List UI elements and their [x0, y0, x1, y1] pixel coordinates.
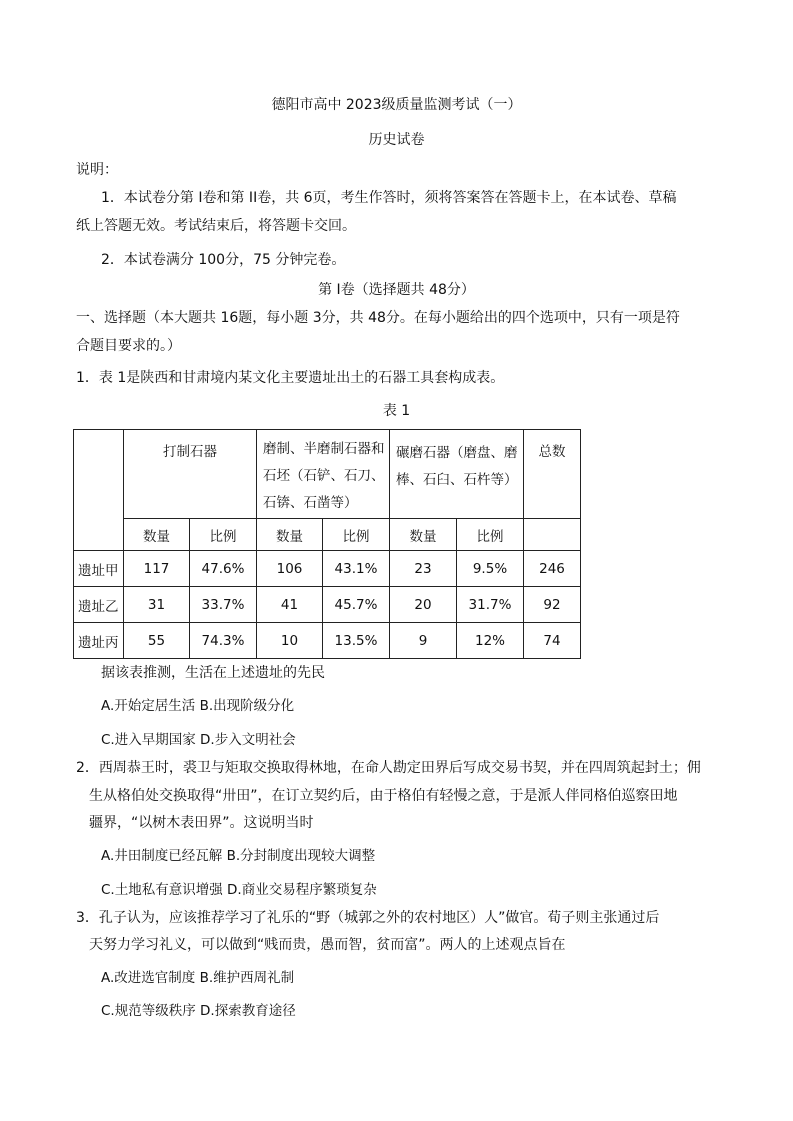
- table-corner-cell: [74, 430, 124, 551]
- table-cell: 13.5%: [323, 623, 390, 659]
- question-2-options-a-b: A.井田制度已经瓦解 B.分封制度出现较大调整: [101, 848, 376, 864]
- header-ground-stone-line-2: 石坯（石铲、石刀、: [263, 468, 385, 484]
- exam-subtitle: 历史试卷: [368, 132, 425, 148]
- table-cell: 23: [390, 551, 457, 587]
- sub-header-cell: 比例: [457, 519, 524, 551]
- table-group-header-row: [74, 430, 581, 519]
- table-cell: 33.7%: [190, 587, 257, 623]
- table-cell: 106: [257, 551, 323, 587]
- section-intro-line-1: 一、选择题（本大题共 16题，每小题 3分，共 48分。在每小题给出的四个选项中，只有一项是符: [76, 310, 680, 326]
- table-cell: 45.7%: [323, 587, 390, 623]
- question-1-options-c-d: C.进入早期国家 D.步入文明社会: [101, 732, 296, 748]
- sub-header-cell: 比例: [190, 519, 257, 551]
- table-row: [74, 623, 581, 659]
- question-3-line-2: 天努力学习礼义，可以做到“贱而贵，愚而智，贫而富”。两人的上述观点旨在: [89, 937, 566, 953]
- table-cell: 9: [390, 623, 457, 659]
- table-cell: 117: [124, 551, 190, 587]
- table-row: [74, 551, 581, 587]
- header-ground-stone: [257, 430, 390, 519]
- table-cell: 41: [257, 587, 323, 623]
- table-sub-header-row: [74, 519, 581, 551]
- table-cell: 9.5%: [457, 551, 524, 587]
- header-grinding-stone-line-1: 碾磨石器（磨盘、磨: [396, 445, 518, 461]
- table-cell: 92: [524, 587, 581, 623]
- table-row: [74, 587, 581, 623]
- exam-title: 德阳市高中 2023级质量监测考试（一）: [271, 97, 522, 113]
- header-total-text: 总数: [538, 444, 566, 460]
- table-cell: 43.1%: [323, 551, 390, 587]
- site-label: 遗址甲: [74, 551, 124, 587]
- question-2-line-2: 生从格伯处交换取得“卅田”，在订立契约后，由于格伯有轻慢之意，于是派人伴同格伯巡察田地: [89, 788, 678, 804]
- question-1-prompt: 据该表推测，生活在上述遗址的先民: [101, 665, 325, 681]
- header-chipped-stone-text: 打制石器: [163, 444, 217, 460]
- stone-tools-table: [73, 429, 581, 659]
- sub-header-cell: 数量: [390, 519, 457, 551]
- table-cell: 246: [524, 551, 581, 587]
- table-cell: 55: [124, 623, 190, 659]
- instruction-2: 2．本试卷满分 100分，75 分钟完卷。: [101, 252, 346, 268]
- table-cell: 47.6%: [190, 551, 257, 587]
- table-cell: 20: [390, 587, 457, 623]
- question-1-stem: 1．表 1是陕西和甘肃境内某文化主要遗址出土的石器工具套构成表。: [76, 370, 505, 386]
- question-2-line-1: 2．西周恭王时，裘卫与矩取交换取得林地，在命人勘定田界后写成交易书契，并在四周筑起封土；佣: [76, 760, 701, 776]
- header-grinding-stone: [390, 430, 524, 519]
- table-cell: 74: [524, 623, 581, 659]
- sub-header-empty-cell: [524, 519, 581, 551]
- question-2-options-c-d: C.土地私有意识增强 D.商业交易程序繁琐复杂: [101, 882, 377, 898]
- question-2-line-3: 疆界，“以树木表田界”。这说明当时: [89, 815, 314, 831]
- header-ground-stone-line-1: 磨制、半磨制石器和: [263, 441, 385, 457]
- header-ground-stone-line-3: 石锛、石凿等）: [263, 495, 358, 511]
- table-cell: 31.7%: [457, 587, 524, 623]
- table-cell: 31: [124, 587, 190, 623]
- instructions-label: 说明：: [76, 162, 118, 178]
- sub-header-cell: 数量: [124, 519, 190, 551]
- site-label: 遗址丙: [74, 623, 124, 659]
- instruction-1-line-1: 1．本试卷分第 I卷和第 II卷，共 6页，考生作答时，须将答案答在答题卡上，在本试卷、草稿: [101, 190, 677, 206]
- table-cell: 10: [257, 623, 323, 659]
- question-3-options-c-d: C.规范等级秩序 D.探索教育途径: [101, 1003, 296, 1019]
- question-1-options-a-b: A.开始定居生活 B.出现阶级分化: [101, 698, 295, 714]
- header-grinding-stone-line-2: 棒、石臼、石杵等）: [396, 472, 518, 488]
- section-intro-line-2: 合题目要求的。）: [76, 338, 181, 354]
- sub-header-cell: 数量: [257, 519, 323, 551]
- instruction-1-line-2: 纸上答题无效。考试结束后，将答题卡交回。: [76, 218, 356, 234]
- header-total: [524, 430, 581, 519]
- site-label: 遗址乙: [74, 587, 124, 623]
- question-3-options-a-b: A.改进选官制度 B.维护西周礼制: [101, 970, 295, 986]
- header-chipped-stone: [124, 430, 257, 519]
- section-title: 第 I卷（选择题共 48分）: [318, 282, 475, 298]
- sub-header-cell: 比例: [323, 519, 390, 551]
- table-cell: 74.3%: [190, 623, 257, 659]
- question-3-line-1: 3．孔子认为，应该推荐学习了礼乐的“野（城郭之外的农村地区）人”做官。荀子则主张通过后: [76, 910, 660, 926]
- table-caption: 表 1: [382, 403, 411, 419]
- table-cell: 12%: [457, 623, 524, 659]
